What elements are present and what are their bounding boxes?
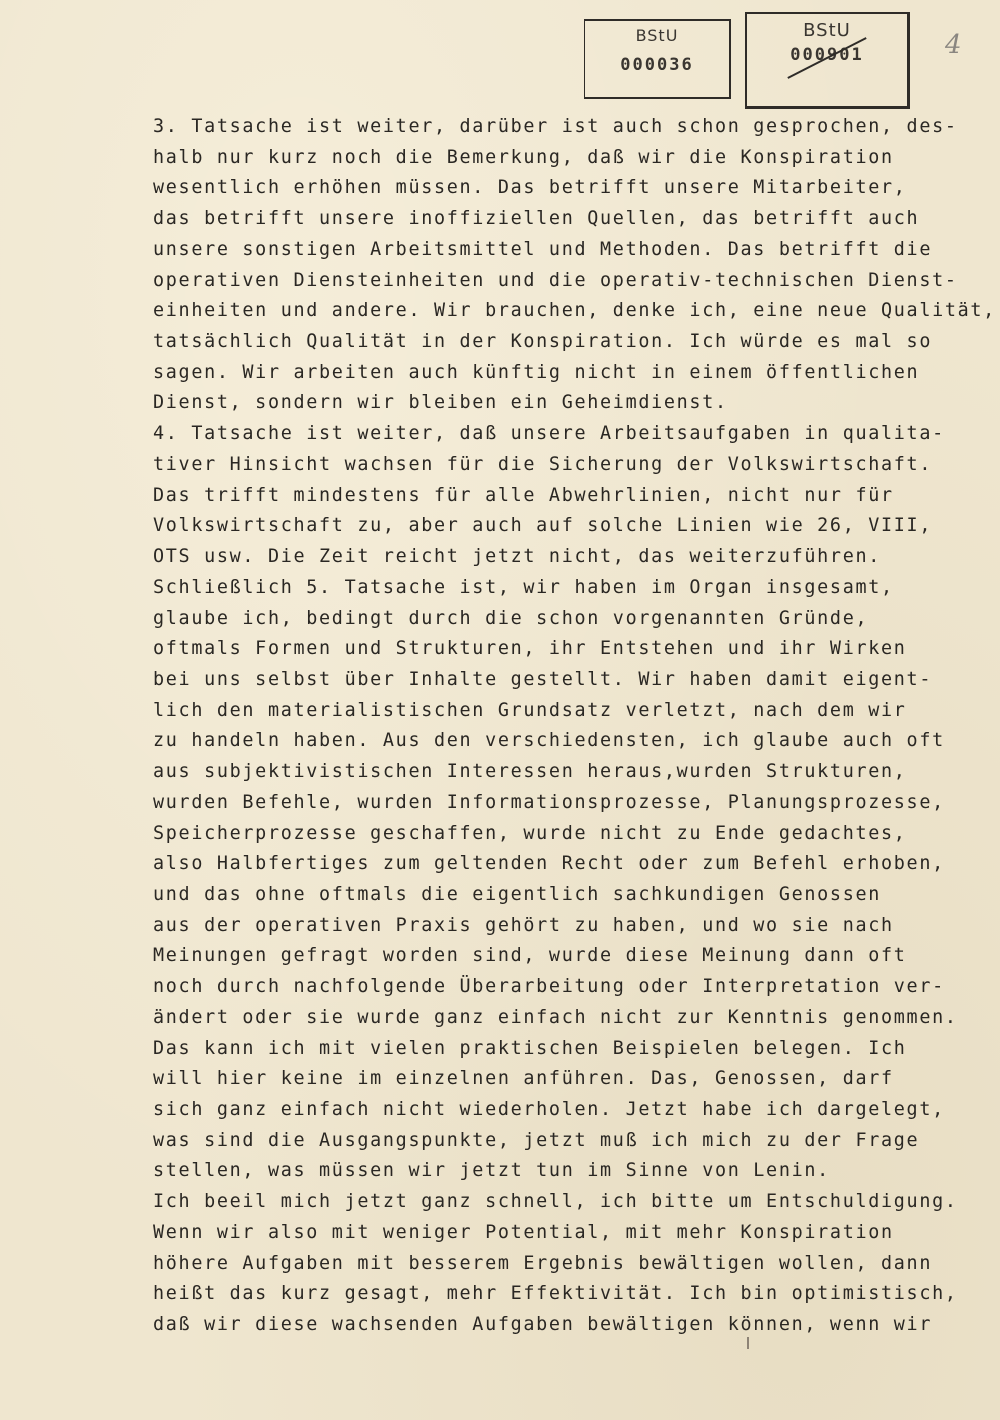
text-line: was sind die Ausgangspunkte, jetzt muß ich mich zu der Frage [153, 1129, 920, 1151]
stamp-label: BStU [803, 20, 851, 41]
text-line: will hier keine im einzelnen anführen. Das, Genossen, darf [153, 1068, 894, 1090]
archive-stamp-bstu-901 [745, 12, 910, 109]
text-line: einheiten und andere. Wir brauchen, denke ich, eine neue Qualität, [153, 300, 996, 322]
text-line: wesentlich erhöhen müssen. Das betrifft unsere Mitarbeiter, [153, 177, 907, 199]
stamp-number: 000036 [620, 55, 694, 75]
handwritten-page-number: 4 [945, 30, 962, 60]
text-line: tiver Hinsicht wachsen für die Sicherung der Volkswirtschaft. [153, 453, 933, 475]
text-line: 4. Tatsache ist weiter, daß unsere Arbeitsaufgaben in qualita- [153, 423, 945, 445]
text-line: halb nur kurz noch die Bemerkung, daß wir die Konspiration [153, 146, 894, 168]
typewritten-body [153, 112, 996, 1341]
text-line: sagen. Wir arbeiten auch künftig nicht in einem öffentlichen [153, 361, 920, 383]
text-line: Dienst, sondern wir bleiben ein Geheimdienst. [153, 392, 728, 414]
text-line: Das kann ich mit vielen praktischen Beispielen belegen. Ich [153, 1037, 907, 1059]
text-line: aus der operativen Praxis gehört zu haben, und wo sie nach [153, 914, 894, 936]
text-line: unsere sonstigen Arbeitsmittel und Methoden. Das betrifft die [153, 238, 933, 260]
text-line: tatsächlich Qualität in der Konspiration. Ich würde es mal so [153, 331, 933, 353]
text-line: Schließlich 5. Tatsache ist, wir haben im Organ insgesamt, [153, 576, 894, 598]
text-line: noch durch nachfolgende Überarbeitung oder Interpretation ver- [153, 976, 945, 998]
text-line: höhere Aufgaben mit besserem Ergebnis bewältigen wollen, dann [153, 1252, 933, 1274]
text-line: Speicherprozesse geschaffen, wurde nicht zu Ende gedachtes, [153, 822, 907, 844]
text-line: das betrifft unsere inoffiziellen Quellen, das betrifft auch [153, 208, 920, 230]
text-line: bei uns selbst über Inhalte gestellt. Wir haben damit eigent- [153, 668, 933, 690]
text-line: aus subjektivistischen Interessen heraus,wurden Strukturen, [153, 761, 907, 783]
archive-stamp-bstu-036 [584, 19, 731, 99]
text-line: stellen, was müssen wir jetzt tun im Sinne von Lenin. [153, 1160, 830, 1182]
text-line: heißt das kurz gesagt, mehr Effektivität. Ich bin optimistisch, [153, 1283, 958, 1305]
text-line: glaube ich, bedingt durch die schon vorgenannten Gründe, [153, 607, 869, 629]
text-line: daß wir diese wachsenden Aufgaben bewältigen können, wenn wir [153, 1314, 933, 1336]
text-line: Wenn wir also mit weniger Potential, mit mehr Konspiration [153, 1221, 894, 1243]
paper-speck [747, 1337, 749, 1349]
text-line: ändert oder sie wurde ganz einfach nicht zur Kenntnis genommen. [153, 1006, 958, 1028]
text-line: OTS usw. Die Zeit reicht jetzt nicht, das weiterzuführen. [153, 546, 882, 568]
text-line: und das ohne oftmals die eigentlich sachkundigen Genossen [153, 883, 882, 905]
text-line: operativen Diensteinheiten und die operativ-technischen Dienst- [153, 269, 958, 291]
text-line: oftmals Formen und Strukturen, ihr Entstehen und ihr Wirken [153, 638, 907, 660]
text-line: Meinungen gefragt worden sind, wurde diese Meinung dann oft [153, 945, 907, 967]
text-line: sich ganz einfach nicht wiederholen. Jetzt habe ich dargelegt, [153, 1099, 945, 1120]
text-line: wurden Befehle, wurden Informationsprozesse, Planungsprozesse, [153, 791, 945, 813]
text-line: Volkswirtschaft zu, aber auch auf solche Linien wie 26, VIII, [153, 515, 933, 537]
stamp-number-text: 000901 [790, 45, 864, 65]
text-line: 3. Tatsache ist weiter, darüber ist auch schon gesprochen, des- [153, 116, 958, 137]
stamp-label: BStU [635, 26, 679, 45]
stamp-number-crossed [747, 45, 907, 65]
text-line: also Halbfertiges zum geltenden Recht oder zum Befehl erhoben, [153, 853, 945, 875]
text-line: lich den materialistischen Grundsatz verletzt, nach dem wir [153, 699, 907, 721]
text-line: zu handeln haben. Aus den verschiedensten, ich glaube auch oft [153, 730, 945, 752]
text-line: Das trifft mindestens für alle Abwehrlinien, nicht nur für [153, 484, 894, 506]
text-line: Ich beeil mich jetzt ganz schnell, ich bitte um Entschuldigung. [153, 1191, 958, 1213]
